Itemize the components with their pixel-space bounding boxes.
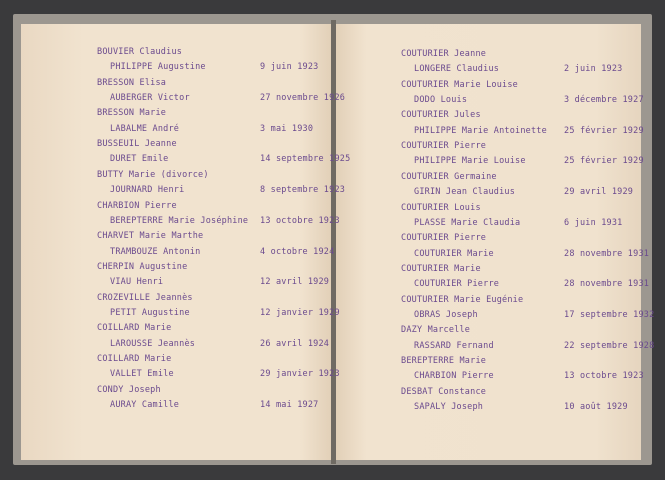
marriage-date: 2 juin 1923 bbox=[564, 64, 623, 74]
parent-name: COUTURIER Pierre bbox=[401, 233, 487, 243]
spouse-name: OBRAS Joseph bbox=[414, 310, 478, 320]
parent-name: CROZEVILLE Jeannès bbox=[97, 293, 193, 303]
parent-name: COUTURIER Marie bbox=[401, 264, 481, 274]
spouse-name: PHILIPPE Marie Louise bbox=[414, 156, 526, 166]
marriage-date: 13 octobre 1923 bbox=[260, 216, 340, 226]
spouse-name: LAROUSSE Jeannès bbox=[110, 339, 196, 349]
marriage-date: 4 octobre 1924 bbox=[260, 247, 335, 257]
spouse-name: PLASSE Marie Claudia bbox=[414, 218, 521, 228]
marriage-date: 26 avril 1924 bbox=[260, 339, 330, 349]
parent-name: BOUVIER Claudius bbox=[97, 47, 183, 57]
spouse-name: DURET Emile bbox=[110, 154, 169, 164]
spouse-name: VIAU Henri bbox=[110, 277, 164, 287]
parent-name: BRESSON Elisa bbox=[97, 78, 167, 88]
parent-name: CHERPIN Augustine bbox=[97, 262, 188, 272]
marriage-date: 14 septembre 1925 bbox=[260, 154, 351, 164]
marriage-date: 27 novembre 1926 bbox=[260, 93, 346, 103]
spouse-name: AUBERGER Victor bbox=[110, 93, 190, 103]
spouse-name: LONGERE Claudius bbox=[414, 64, 500, 74]
marriage-date: 22 septembre 1928 bbox=[564, 341, 655, 351]
spouse-name: JOURNARD Henri bbox=[110, 185, 185, 195]
marriage-date: 10 août 1929 bbox=[564, 402, 628, 412]
parent-name: CHARVET Marie Marthe bbox=[97, 231, 204, 241]
spouse-name: LABALME André bbox=[110, 124, 180, 134]
parent-name: COUTURIER Jeanne bbox=[401, 49, 487, 59]
spouse-name: AURAY Camille bbox=[110, 400, 180, 410]
spouse-name: PHILIPPE Marie Antoinette bbox=[414, 126, 547, 136]
parent-name: BUSSEUIL Jeanne bbox=[97, 139, 177, 149]
spouse-name: SAPALY Joseph bbox=[414, 402, 484, 412]
spouse-name: VALLET Emile bbox=[110, 369, 174, 379]
spouse-name: BEREPTERRE Marie Joséphine bbox=[110, 216, 249, 226]
parent-name: COUTURIER Germaine bbox=[401, 172, 497, 182]
marriage-date: 12 avril 1929 bbox=[260, 277, 330, 287]
parent-name: COUTURIER Jules bbox=[401, 110, 481, 120]
parent-name: DAZY Marcelle bbox=[401, 325, 471, 335]
marriage-date: 29 janvier 1923 bbox=[260, 369, 340, 379]
spouse-name: PETIT Augustine bbox=[110, 308, 190, 318]
marriage-date: 8 septembre 1923 bbox=[260, 185, 346, 195]
marriage-date: 3 mai 1930 bbox=[260, 124, 314, 134]
spouse-name: GIRIN Jean Claudius bbox=[414, 187, 516, 197]
marriage-date: 13 octobre 1923 bbox=[564, 371, 644, 381]
marriage-date: 25 février 1929 bbox=[564, 156, 644, 166]
parent-name: COUTURIER Marie Eugénie bbox=[401, 295, 524, 305]
parent-name: COUTURIER Louis bbox=[401, 203, 481, 213]
spouse-name: PHILIPPE Augustine bbox=[110, 62, 206, 72]
parent-name: BUTTY Marie (divorce) bbox=[97, 170, 209, 180]
parent-name: COUTURIER Marie Louise bbox=[401, 80, 518, 90]
parent-name: DESBAT Constance bbox=[401, 387, 487, 397]
spouse-name: CHARBION Pierre bbox=[414, 371, 494, 381]
parent-name: COILLARD Marie bbox=[97, 354, 172, 364]
marriage-date: 6 juin 1931 bbox=[564, 218, 623, 228]
left-page bbox=[21, 24, 331, 460]
marriage-date: 28 novembre 1931 bbox=[564, 249, 650, 259]
spouse-name: COUTURIER Marie bbox=[414, 249, 494, 259]
spouse-name: TRAMBOUZE Antonin bbox=[110, 247, 201, 257]
parent-name: BEREPTERRE Marie bbox=[401, 356, 487, 366]
spouse-name: RASSARD Fernand bbox=[414, 341, 494, 351]
parent-name: BRESSON Marie bbox=[97, 108, 167, 118]
parent-name: COUTURIER Pierre bbox=[401, 141, 487, 151]
parent-name: CONDY Joseph bbox=[97, 385, 161, 395]
marriage-date: 29 avril 1929 bbox=[564, 187, 634, 197]
parent-name: CHARBION Pierre bbox=[97, 201, 177, 211]
marriage-date: 17 septembre 1932 bbox=[564, 310, 655, 320]
spouse-name: COUTURIER Pierre bbox=[414, 279, 500, 289]
book-spine-gutter bbox=[331, 20, 336, 464]
marriage-date: 9 juin 1923 bbox=[260, 62, 319, 72]
parent-name: COILLARD Marie bbox=[97, 323, 172, 333]
marriage-date: 28 novembre 1931 bbox=[564, 279, 650, 289]
marriage-date: 25 février 1929 bbox=[564, 126, 644, 136]
marriage-date: 14 mai 1927 bbox=[260, 400, 319, 410]
spouse-name: DODO Louis bbox=[414, 95, 468, 105]
marriage-date: 12 janvier 1929 bbox=[260, 308, 340, 318]
marriage-date: 3 décembre 1927 bbox=[564, 95, 644, 105]
